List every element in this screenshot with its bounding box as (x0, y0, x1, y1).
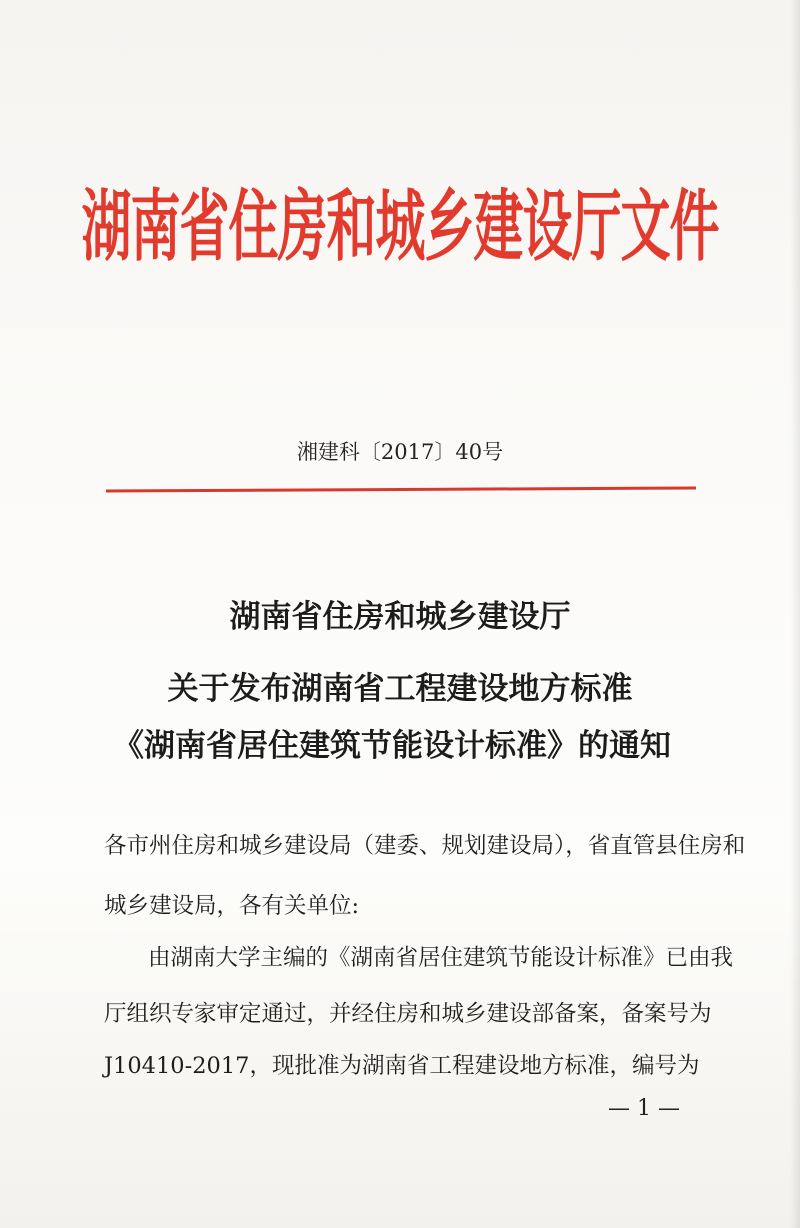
page-number: — 1 — (608, 1096, 680, 1121)
document-masthead: 湖南省住房和城乡建设厅文件 (81, 181, 719, 272)
body-line: 厅组织专家审定通过，并经住房和城乡建设部备案，备案号为 (104, 1001, 712, 1027)
body-line: J10410-2017，现批准为湖南省工程建设地方标准，编号为 (104, 1053, 700, 1079)
title-line-2: 关于发布湖南省工程建设地方标准 (167, 671, 633, 707)
body-line-addressee: 各市州住房和城乡建设局（建委、规划建设局），省直管县住房和 (104, 833, 746, 859)
title-line-3: 《湖南省居住建筑节能设计标准》的通知 (113, 728, 671, 764)
body-line-paragraph-start: 由湖南大学主编的《湖南省居住建筑节能设计标准》已由我 (148, 945, 734, 971)
red-divider-line (106, 486, 696, 492)
body-line-addressee-cont: 城乡建设局，各有关单位: (104, 893, 360, 919)
title-line-1: 湖南省住房和城乡建设厅 (229, 599, 571, 635)
document-number: 湘建科〔2017〕40号 (296, 440, 504, 464)
